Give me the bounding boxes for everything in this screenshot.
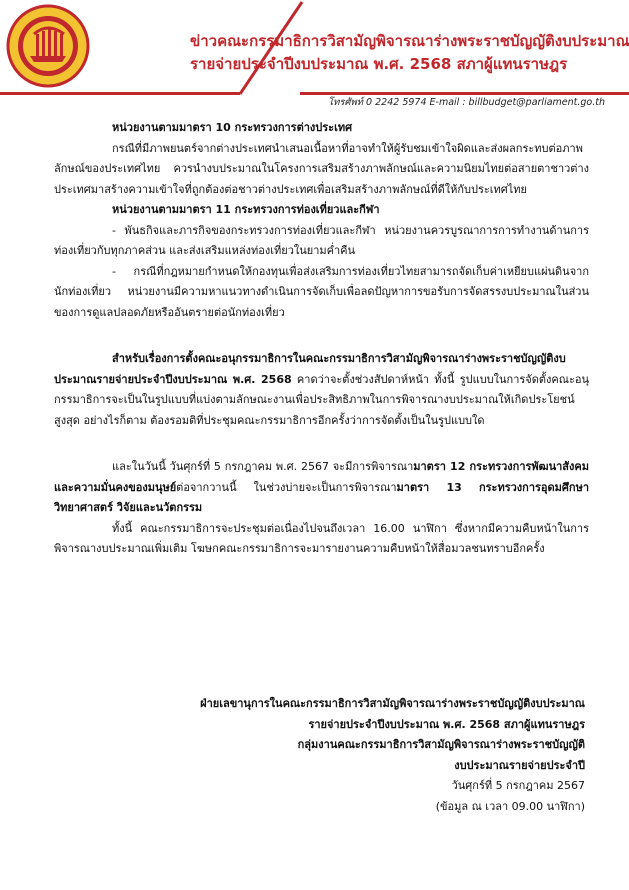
header-title-line2: รายจ่ายประจำปีงบประมาณ พ.ศ. 2568 สภาผู้แทนราษฎร bbox=[190, 55, 568, 73]
signature-line3: กลุ่มงานคณะกรรมาธิการวิสามัญพิจารณาร่างพระราชบัญญัติ bbox=[297, 738, 585, 751]
section10-title: หน่วยงานตามมาตรา 10 กระทรวงการต่างประเทศ bbox=[112, 121, 353, 134]
today-paragraph2: ทั้งนี้ คณะกรรมาธิการจะประชุมต่อเนื่องไปจนถึงเวลา 16.00 นาฬิกา ซึ่งหากมีความคืบหน้าในการพิจารณางบประมาณเพิ่มเติม โฆษกคณะกรรมาธิการจะมารายงานความคืบหน้าให้สื่อมวลชนทราบอีกครั้ง bbox=[54, 521, 589, 555]
header-title-line1: ข่าวคณะกรรมาธิการวิสามัญพิจารณาร่างพระราชบัญญัติงบประมาณ bbox=[190, 32, 629, 50]
today-text-a: และในวันนี้ วันศุกร์ที่ 5 กรกฎาคม พ.ศ. 2567 จะมีการพิจารณา bbox=[112, 460, 414, 473]
subcommittee-bold: สำหรับเรื่องการตั้งคณะอนุกรรมาธิการในคณะกรรมาธิการวิสามัญพิจารณาร่างพระราชบัญญัติงบประมาณรายจ่ายประจำปีงบประมาณ พ.ศ. 2568 bbox=[54, 352, 566, 386]
today-text-c: ต่อจากวานนี้ ในช่วงบ่ายจะเป็นการพิจารณา bbox=[176, 480, 397, 494]
header-contact: โทรศัพท์ 0 2242 5974 E-mail : billbudget@parliament.go.th bbox=[328, 97, 605, 108]
section11-bullet2: - กรณีที่กฎหมายกำหนดให้กองทุนเพื่อส่งเสริมการท่องเที่ยวไทยสามารถจัดเก็บค่าเหยียบแผ่นดินจากนักท่องเที่ยว หน่วยงานมีความหาแนวทางดำเนินการจัดเก็บเพื่อลดปัญหาการขอรับการจัดสรรงบประมาณในส่วนของการดูแลปลอดภัยหรืออันตรายต่อนักท่องเที่ยว bbox=[54, 264, 589, 319]
news-body bbox=[54, 118, 589, 560]
today-section12: มาตรา 12 กระทรวงการพัฒนาสังคมและความมั่นคงของมนุษย์ bbox=[54, 460, 589, 494]
signature-line2: รายจ่ายประจำปีงบประมาณ พ.ศ. 2568 สภาผู้แทนราษฎร bbox=[308, 717, 585, 731]
parliament-emblem-icon bbox=[6, 4, 90, 88]
signature-date: วันศุกร์ที่ 5 กรกฎาคม 2567 bbox=[451, 779, 585, 792]
section10-paragraph: กรณีที่มีภาพยนตร์จากต่างประเทศนำเสนอเนื้อหาที่อาจทำให้ผู้รับชมเข้าใจผิดและส่งผลกระทบต่อภาพลักษณ์ของประเทศไทย ควรนำงบประมาณในโครงการเสริมสร้างภาพลักษณ์และความนิยมไทยต่อสายตาชาวต่างประเทศมาสร้างความเข้าใจที่ถูกต้องต่อชาวต่างประเทศเพื่อเสริมสร้างภาพลักษณ์ที่ดีให้กับประเทศไทย bbox=[54, 141, 589, 196]
signature-line1: ฝ่ายเลขานุการในคณะกรรมาธิการวิสามัญพิจารณาร่างพระราชบัญญัติงบประมาณ bbox=[200, 697, 585, 710]
header-rule-left bbox=[0, 92, 240, 95]
today-section13: มาตรา 13 กระทรวงการอุดมศึกษา วิทยาศาสตร์ วิจัยและนวัตกรรม bbox=[54, 480, 589, 514]
signature-block bbox=[190, 694, 585, 817]
signature-line4: งบประมาณรายจ่ายประจำปี bbox=[454, 758, 585, 772]
signature-time: (ข้อมูล ณ เวลา 09.00 นาฬิกา) bbox=[435, 799, 585, 813]
subcommittee-rest: คาดว่าจะตั้งช่วงสัปดาห์หน้า ทั้งนี้ รูปแบบในการจัดตั้งคณะอนุกรรมาธิการจะเป็นในรูปแบบที่แบ่งตามลักษณะงานเพื่อประสิทธิภาพในการพิจารณางบประมาณให้เกิดประโยชน์สูงสุด อย่างไรก็ตาม ต้องรอมติที่ประชุมคณะกรรมาธิการอีกครั้งว่าการจัดตั้งเป็นในรูปแบบใด bbox=[54, 372, 589, 427]
today-paragraph bbox=[54, 457, 589, 519]
subcommittee-paragraph bbox=[54, 349, 589, 431]
section11-title: หน่วยงานตามมาตรา 11 กระทรวงการท่องเที่ยวและกีฬา bbox=[112, 203, 380, 216]
header-title bbox=[190, 30, 629, 76]
section11-bullet1: - พันธกิจและภารกิจของกระทรวงการท่องเที่ยวและกีฬา หน่วยงานควรบูรณาการการทำงานด้านการท่องเที่ยวกับทุกภาคส่วน และส่งเสริมแหล่งท่องเที่ยวในยามค่ำคืน bbox=[54, 223, 589, 257]
